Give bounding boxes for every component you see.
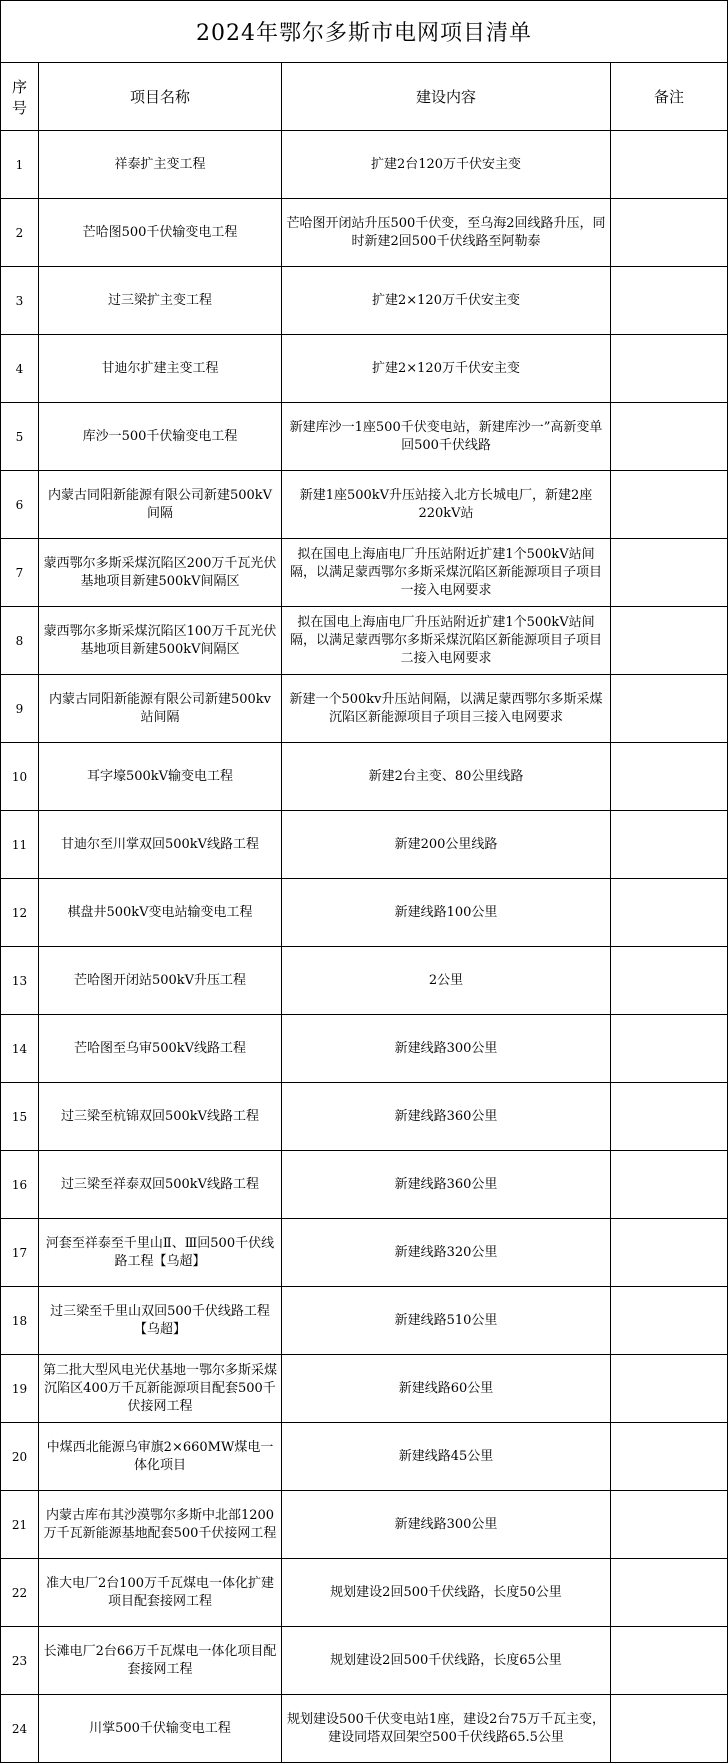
header-no: 序号	[1, 63, 39, 131]
row-no-cell: 11	[1, 811, 39, 879]
row-note-cell	[611, 1287, 728, 1355]
row-note-cell	[611, 1559, 728, 1627]
row-note-cell	[611, 1695, 728, 1763]
table-row	[1, 335, 728, 403]
row-no-cell: 23	[1, 1627, 39, 1695]
row-note-cell	[611, 1015, 728, 1083]
row-content-cell: 新建1座500kV升压站接入北方长城电厂，新建2座220kV站	[282, 471, 611, 539]
row-content-cell: 新建一个500kv升压站间隔，以满足蒙西鄂尔多斯采煤沉陷区新能源项目子项目三接入电网要求	[282, 675, 611, 743]
row-no-cell: 4	[1, 335, 39, 403]
table-row	[1, 1491, 728, 1559]
row-no-cell: 24	[1, 1695, 39, 1763]
row-note-cell	[611, 199, 728, 267]
row-no-cell: 16	[1, 1151, 39, 1219]
row-no-cell: 9	[1, 675, 39, 743]
row-no-cell: 22	[1, 1559, 39, 1627]
row-content-cell: 规划建设2回500千伏线路，长度65公里	[282, 1627, 611, 1695]
row-note-cell	[611, 947, 728, 1015]
row-no-cell: 17	[1, 1219, 39, 1287]
header-name: 项目名称	[39, 63, 282, 131]
table-row	[1, 403, 728, 471]
row-no-cell: 1	[1, 131, 39, 199]
row-content-cell: 新建库沙一1座500千伏变电站，新建库沙一”高新变单回500千伏线路	[282, 403, 611, 471]
row-note-cell	[611, 471, 728, 539]
table-row	[1, 1695, 728, 1763]
row-content-cell: 新建线路320公里	[282, 1219, 611, 1287]
row-no-cell: 7	[1, 539, 39, 607]
row-name-cell: 中煤西北能源乌审旗2×660MW煤电一体化项目	[39, 1423, 282, 1491]
row-no-cell: 13	[1, 947, 39, 1015]
row-name-cell: 过三梁至千里山双回500千伏线路工程【乌超】	[39, 1287, 282, 1355]
row-name-cell: 内蒙古同阳新能源有限公司新建500kV间隔	[39, 471, 282, 539]
row-name-cell: 过三梁扩主变工程	[39, 267, 282, 335]
row-note-cell	[611, 1627, 728, 1695]
table-row	[1, 1015, 728, 1083]
row-no-cell: 18	[1, 1287, 39, 1355]
row-note-cell	[611, 743, 728, 811]
table-row	[1, 1151, 728, 1219]
row-name-cell: 棋盘井500kV变电站输变电工程	[39, 879, 282, 947]
row-note-cell	[611, 403, 728, 471]
row-content-cell: 新建2台主变、80公里线路	[282, 743, 611, 811]
table-row	[1, 1355, 728, 1423]
row-no-cell: 19	[1, 1355, 39, 1423]
row-no-cell: 6	[1, 471, 39, 539]
table-row	[1, 267, 728, 335]
row-name-cell: 第二批大型风电光伏基地一鄂尔多斯采煤沉陷区400万千瓦新能源项目配套500千伏接网工程	[39, 1355, 282, 1423]
table-row	[1, 1083, 728, 1151]
row-content-cell: 新建200公里线路	[282, 811, 611, 879]
row-name-cell: 蒙西鄂尔多斯采煤沉陷区100万千瓦光伏基地项目新建500kV间隔区	[39, 607, 282, 675]
row-name-cell: 内蒙古同阳新能源有限公司新建500kv站间隔	[39, 675, 282, 743]
row-name-cell: 蒙西鄂尔多斯采煤沉陷区200万千瓦光伏基地项目新建500kV间隔区	[39, 539, 282, 607]
row-content-cell: 新建线路510公里	[282, 1287, 611, 1355]
table-row	[1, 199, 728, 267]
row-note-cell	[611, 1491, 728, 1559]
row-no-cell: 14	[1, 1015, 39, 1083]
row-content-cell: 芒哈图开闭站升压500千伏变，至乌海2回线路升压，同时新建2回500千伏线路至阿勒泰	[282, 199, 611, 267]
row-note-cell	[611, 1083, 728, 1151]
row-name-cell: 长滩电厂2台66万千瓦煤电一体化项目配套接网工程	[39, 1627, 282, 1695]
row-name-cell: 河套至祥泰至千里山Ⅱ、Ⅲ回500千伏线路工程【乌超】	[39, 1219, 282, 1287]
row-content-cell: 规划建设500千伏变电站1座，建设2台75万千瓦主变，建设同塔双回架空500千伏线路65.5公里	[282, 1695, 611, 1763]
row-note-cell	[611, 539, 728, 607]
row-name-cell: 甘迪尔至川掌双回500kV线路工程	[39, 811, 282, 879]
row-no-cell: 21	[1, 1491, 39, 1559]
row-content-cell: 扩建2×120万千伏安主变	[282, 267, 611, 335]
table-row	[1, 1559, 728, 1627]
row-name-cell: 川掌500千伏输变电工程	[39, 1695, 282, 1763]
page-title: 2024年鄂尔多斯市电网项目清单	[1, 1, 728, 63]
row-content-cell: 新建线路300公里	[282, 1015, 611, 1083]
table-row	[1, 879, 728, 947]
row-name-cell: 内蒙古库布其沙漠鄂尔多斯中北部1200万千瓦新能源基地配套500千伏接网工程	[39, 1491, 282, 1559]
row-content-cell: 拟在国电上海庙电厂升压站附近扩建1个500kV站间隔，以满足蒙西鄂尔多斯采煤沉陷区新能源项目子项目一接入电网要求	[282, 539, 611, 607]
row-no-cell: 12	[1, 879, 39, 947]
row-name-cell: 过三梁至杭锦双回500kV线路工程	[39, 1083, 282, 1151]
table-row	[1, 471, 728, 539]
row-no-cell: 20	[1, 1423, 39, 1491]
header-note: 备注	[611, 63, 728, 131]
row-note-cell	[611, 1219, 728, 1287]
row-note-cell	[611, 1423, 728, 1491]
row-note-cell	[611, 607, 728, 675]
row-content-cell: 新建线路60公里	[282, 1355, 611, 1423]
row-content-cell: 新建线路45公里	[282, 1423, 611, 1491]
row-note-cell	[611, 131, 728, 199]
row-content-cell: 扩建2×120万千伏安主变	[282, 335, 611, 403]
row-name-cell: 耳字壕500kV输变电工程	[39, 743, 282, 811]
row-note-cell	[611, 879, 728, 947]
row-note-cell	[611, 335, 728, 403]
row-note-cell	[611, 675, 728, 743]
row-no-cell: 5	[1, 403, 39, 471]
row-name-cell: 芒哈图开闭站500kV升压工程	[39, 947, 282, 1015]
row-content-cell: 新建线路100公里	[282, 879, 611, 947]
row-content-cell: 新建线路360公里	[282, 1151, 611, 1219]
row-note-cell	[611, 811, 728, 879]
row-content-cell: 规划建设2回500千伏线路，长度50公里	[282, 1559, 611, 1627]
row-name-cell: 祥泰扩主变工程	[39, 131, 282, 199]
row-name-cell: 芒哈图至乌审500kV线路工程	[39, 1015, 282, 1083]
row-name-cell: 芒哈图500千伏输变电工程	[39, 199, 282, 267]
row-content-cell: 拟在国电上海庙电厂升压站附近扩建1个500kV站间隔，以满足蒙西鄂尔多斯采煤沉陷区新能源项目子项目二接入电网要求	[282, 607, 611, 675]
row-name-cell: 过三梁至祥泰双回500kV线路工程	[39, 1151, 282, 1219]
row-note-cell	[611, 1355, 728, 1423]
row-name-cell: 库沙一500千伏输变电工程	[39, 403, 282, 471]
table-row	[1, 1219, 728, 1287]
table-row	[1, 675, 728, 743]
row-note-cell	[611, 1151, 728, 1219]
row-no-cell: 3	[1, 267, 39, 335]
table-row	[1, 811, 728, 879]
row-no-cell: 15	[1, 1083, 39, 1151]
row-content-cell: 新建线路360公里	[282, 1083, 611, 1151]
row-content-cell: 2公里	[282, 947, 611, 1015]
table-row	[1, 947, 728, 1015]
table-header-row	[1, 63, 728, 131]
row-no-cell: 10	[1, 743, 39, 811]
header-content: 建设内容	[282, 63, 611, 131]
table-row	[1, 1287, 728, 1355]
row-no-cell: 2	[1, 199, 39, 267]
row-no-cell: 8	[1, 607, 39, 675]
table-row	[1, 743, 728, 811]
row-content-cell: 新建线路300公里	[282, 1491, 611, 1559]
table-row	[1, 1423, 728, 1491]
row-name-cell: 甘迪尔扩建主变工程	[39, 335, 282, 403]
table-row	[1, 1627, 728, 1695]
row-name-cell: 准大电厂2台100万千瓦煤电一体化扩建项目配套接网工程	[39, 1559, 282, 1627]
table-row	[1, 607, 728, 675]
table-row	[1, 131, 728, 199]
row-note-cell	[611, 267, 728, 335]
row-content-cell: 扩建2台120万千伏安主变	[282, 131, 611, 199]
table-row	[1, 539, 728, 607]
